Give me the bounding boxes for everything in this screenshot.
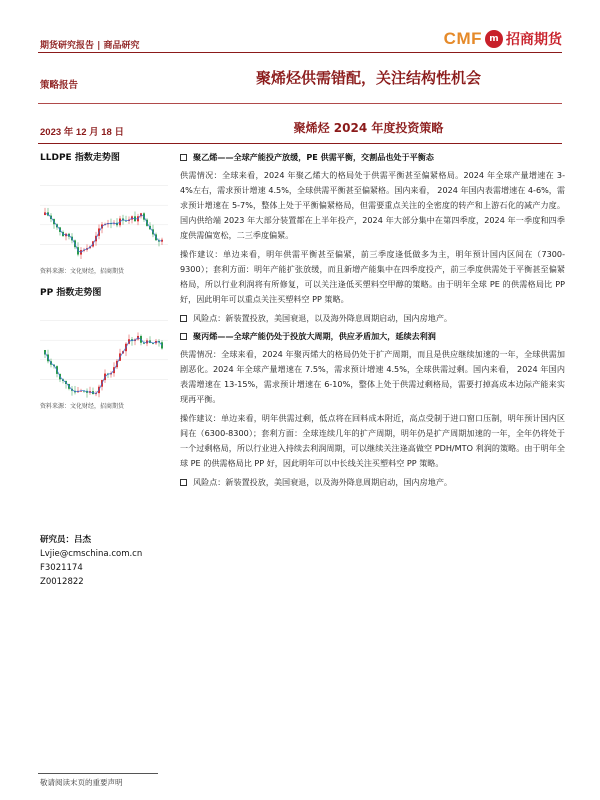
report-date: 2023 年 12 月 18 日 [40, 127, 124, 138]
logo-mark-icon: m [485, 30, 503, 48]
checkbox-bullet-icon [180, 154, 187, 161]
checkbox-bullet-icon [180, 479, 187, 486]
page-subtitle: 聚烯烃 2024 年度投资策略 [293, 121, 444, 135]
researcher-email[interactable]: Lvjie@cmschina.com.cn [40, 549, 143, 559]
pp-chart [40, 301, 168, 399]
checkbox-bullet-icon [180, 315, 187, 322]
moving-average-line [45, 338, 162, 394]
company-logo [444, 28, 562, 50]
main-content [180, 150, 565, 493]
pp-supply-demand: 供需情况：全球来看，2024 年聚丙烯大的格局仍处于扩产周期，而且是供应继续加速的一年，全球供需加剧恶化。2024 年全球产量增速在 7.5%，需求预计增速 4.5%，全球供需过剩。国内来看， 2024 年国内表需增速在 13-15%，需求预计增速在 6-10%，整体上处于供需过剩格局，需要打掉高成本边际产能来实现再平衡。 [180, 349, 565, 404]
lldpe-chart-title: LLDPE 指数走势图 [40, 153, 120, 163]
pe-risk [180, 311, 565, 326]
researcher-id-2: Z0012822 [40, 577, 84, 587]
researcher-info [40, 533, 142, 589]
footer-rule [38, 773, 158, 774]
footer-disclaimer: 敬请阅读末页的重要声明 [40, 778, 123, 787]
pp-risk [180, 475, 565, 490]
section-pp-heading-text: 聚丙烯——全球产能仍处于投放大周期，供应矛盾加大，延续去利润 [193, 331, 436, 341]
pp-risk-text: 风险点：新装置投放，美国衰退，以及海外降息周期启动，国内房地产。 [193, 477, 453, 487]
pe-operation-advice: 操作建议：单边来看，明年供需平衡甚至偏紧，前三季度逢低做多为主，明年预计国内区间在（7300-9300）；套利方面：明年产能扩张放缓，而且新增产能集中在四季度投产，前三季度供需处于平衡甚至偏紧格局，所以行业利润将有所修复，可以关注逢低买塑料空甲醇的策略。由于明年全球 PE 的供需格局比 PP 好，因此明年可以重点关注买塑料空 PP 策略。 [180, 249, 565, 304]
subtitle-rule [38, 143, 562, 144]
section-pe-heading [180, 150, 565, 165]
pp-candlestick-chart [40, 301, 168, 399]
logo-cmf-text: CMF [443, 29, 482, 48]
lldpe-chart [40, 166, 168, 264]
section-pp-heading [180, 329, 565, 344]
lldpe-chart-source: 资料来源：文化财经，招商期货 [40, 268, 125, 275]
pp-operation-advice: 操作建议：单边来看，明年供需过剩，低点将在回料成本附近，高点受制于进口窗口压制，明年预计国内区间在（6300-8300）；套利方面：全球连续几年的扩产周期，明年仍是扩产周期加速的一年，全年仍将处于一个过剩格局，所以行业进入持续去利润周期，可以继续关注逢高做空 PDH/MTO 利润的策略。由于明年全球 PE 的供需格局比 PP 好，因此明年可以中长线关注买塑料空 PP 策略。 [180, 413, 565, 468]
section-pe-heading-text: 聚乙烯——全球产能投产放缓，PE 供需平衡，交割品也处于平衡态 [193, 152, 434, 162]
sidebar [40, 150, 168, 420]
report-category: 期货研究报告 | 商品研究 [40, 41, 140, 51]
pp-chart-title: PP 指数走势图 [40, 288, 102, 298]
page-title: 聚烯烃供需错配，关注结构性机会 [255, 69, 481, 87]
researcher-name: 研究员：吕杰 [40, 535, 92, 545]
pp-chart-source: 资料来源：文化财经，招商期货 [40, 403, 125, 410]
lldpe-candlestick-chart [40, 166, 168, 264]
report-type: 策略报告 [40, 80, 79, 91]
checkbox-bullet-icon [180, 333, 187, 340]
researcher-id-1: F3021174 [40, 563, 83, 573]
pe-supply-demand: 供需情况：全球来看，2024 年聚乙烯大的格局处于供需平衡甚至偏紧格局。2024 年全球产量增速在 3-4%左右，需求预计增速 4.5%，全球供需平衡甚至偏紧格。国内来看， 2024 年国内表需增速在 4-6%，需求预计增速在 5-7%，整体上处于平衡偏紧格局，但需要重点关注的全密度的转产和上游石化的减产力度。国内供给端 2023 年大部分装置都在上半年投产，2024 年大部分集中在第四季度，2024 年一季度和四季度供需偏宽松，二三季度偏紧。 [180, 170, 565, 240]
title-rule [38, 103, 562, 104]
logo-company-name: 招商期货 [506, 32, 562, 48]
header-rule [38, 52, 562, 53]
pe-risk-text: 风险点：新装置投放，美国衰退，以及海外降息周期启动，国内房地产。 [193, 313, 453, 323]
